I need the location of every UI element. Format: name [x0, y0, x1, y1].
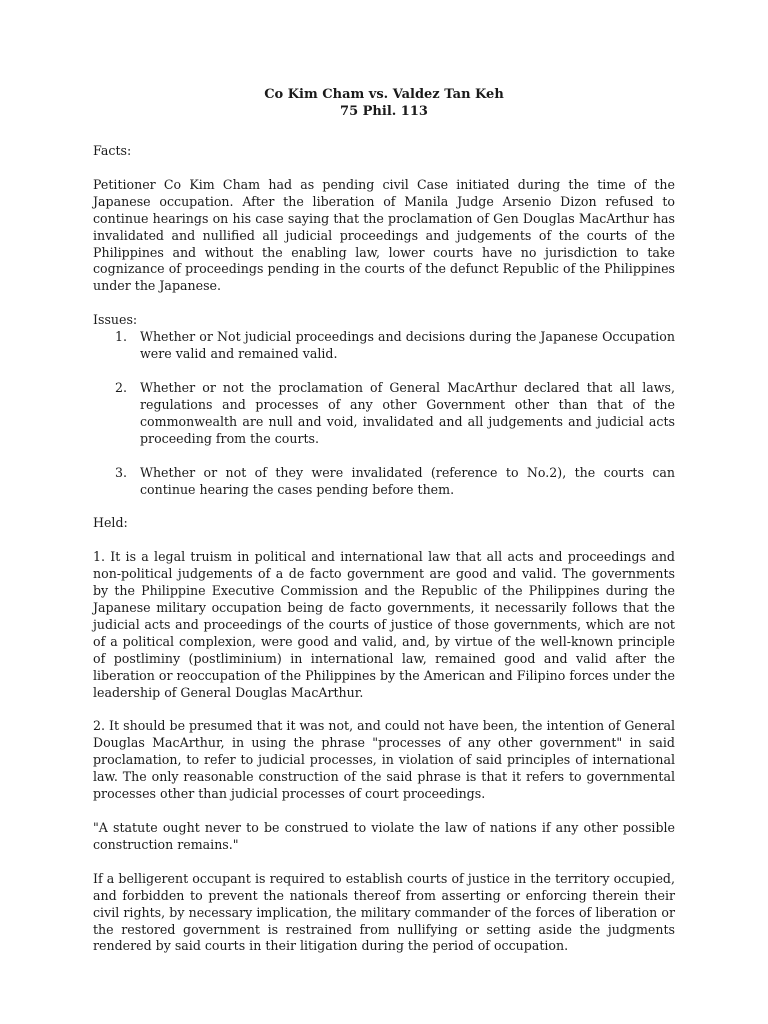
case-title: Co Kim Cham vs. Valdez Tan Keh — [264, 87, 504, 102]
issue-item — [93, 329, 675, 363]
issue-number: 2. — [115, 379, 128, 395]
issue-number: 1. — [115, 329, 128, 345]
issues-heading: Issues: — [93, 312, 138, 328]
facts-heading: Facts: — [93, 143, 132, 158]
issue-item — [93, 465, 675, 499]
quote-paragraph: "A statute ought never to be construed to violate the law of nations if any other possible construction remains." — [93, 820, 675, 852]
case-citation: 75 Phil. 113 — [340, 104, 428, 119]
held-paragraph-1: 1. It is a legal truism in political and international law that all acts and proceedings and non-political judgements of a de facto government are good and valid. The governments by the Philippine Executive Commission and the Republic of the Philippines during the Japanese military occupation being de facto governments, it necessarily follows that the judicial acts and proceedings of the courts of justice of those governments, which are not of a political complexion, were good and valid, and, by virtue of the well-known principle of postliminy (postliminium) in international law, remained good and valid after the liberation or reoccupation of the Philippines by the American and Filipino forces under the leadership of General Douglas MacArthur. — [93, 549, 675, 700]
issue-text: Whether or not of they were invalidated (reference to No.2), the courts can continue hearing the cases pending before them. — [140, 464, 675, 497]
document-page — [93, 86, 675, 955]
issue-number: 3. — [115, 464, 128, 480]
issue-text: Whether or not the proclamation of General MacArthur declared that all laws, regulations and processes of any other Government other than that of the commonwealth are null and void, invalidated and all judgements and judicial acts proceeding from the courts. — [140, 379, 675, 446]
issues-list — [93, 329, 675, 498]
held-paragraph-2: 2. It should be presumed that it was not, and could not have been, the intention of General Douglas MacArthur, in using the phrase "processes of any other government" in said proclamation, to refer to judicial processes, in violation of said principles of international law. The only reasonable construction of the said phrase is that it refers to governmental processes other than judicial processes of court proceedings. — [93, 718, 675, 802]
facts-paragraph: Petitioner Co Kim Cham had as pending civil Case initiated during the time of the Japanese occupation. After the liberation of Manila Judge Arsenio Dizon refused to continue hearings on his case saying that the proclamation of Gen Douglas MacArthur has invalidated and nullified all judicial proceedings and judgements of the courts of the Philippines and without the enabling law, lower courts have no jurisdiction to take cognizance of proceedings pending in the courts of the defunct Republic of the Philippines under the Japanese. — [93, 176, 675, 294]
issue-item — [93, 380, 675, 448]
issue-text: Whether or Not judicial proceedings and decisions during the Japanese Occupation were valid and remained valid. — [140, 329, 675, 362]
case-title-block — [93, 86, 675, 120]
held-heading: Held: — [93, 515, 128, 531]
closing-paragraph: If a belligerent occupant is required to establish courts of justice in the territory occupied, and forbidden to prevent the nationals thereof from asserting or enforcing therein their civil rights, by necessary implication, the military commander of the forces of liberation or the restored government is restrained from nullifying or setting aside the judgments rendered by said courts in their litigation during the period of occupation. — [93, 870, 675, 954]
